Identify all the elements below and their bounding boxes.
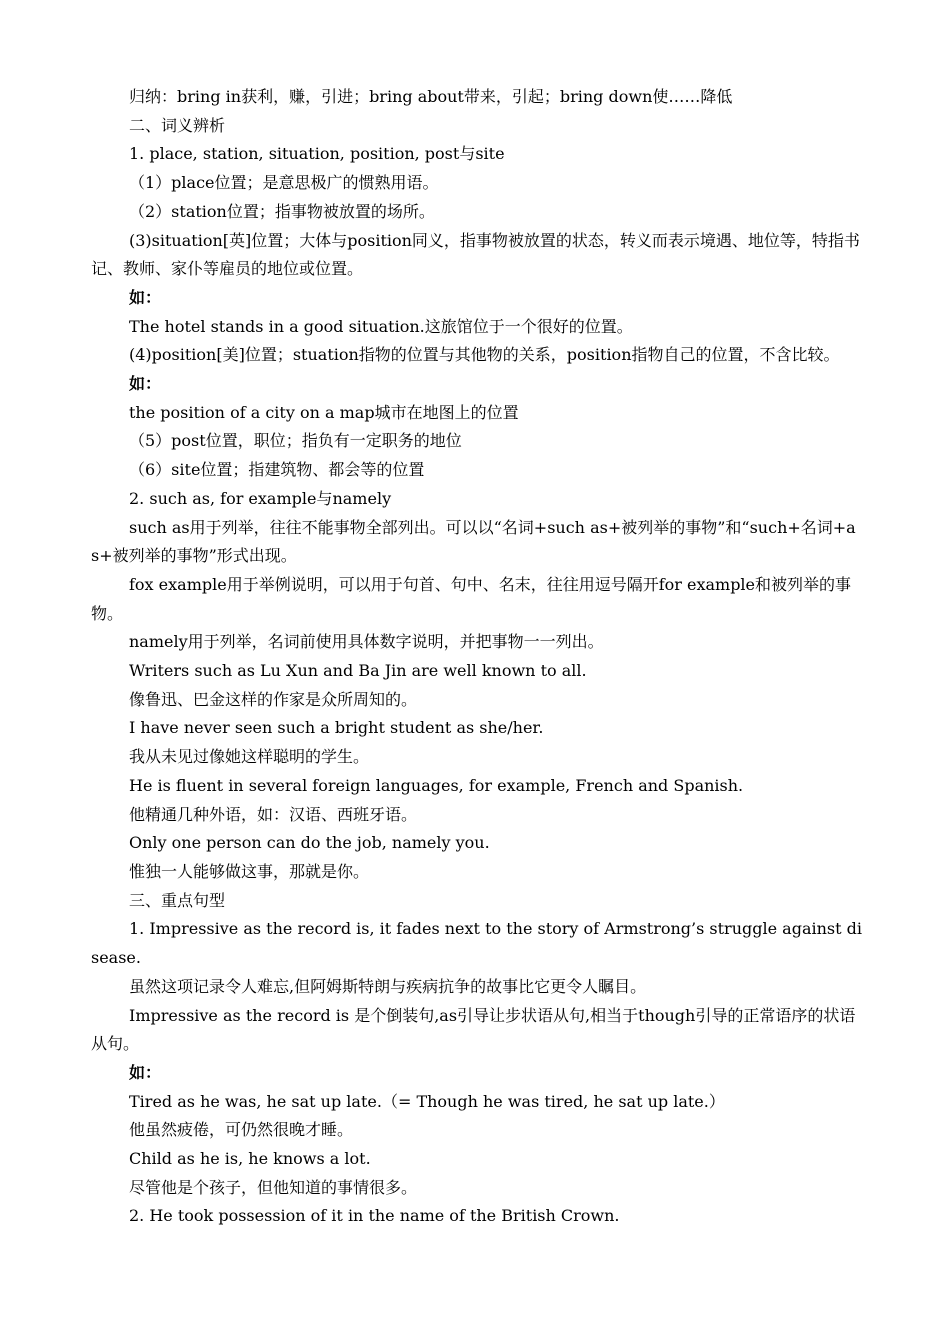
example-sentence-cn: 他虽然疲倦，可仍然很晚才睡。: [129, 1120, 354, 1140]
example-sentence-cn: 像鲁迅、巴金这样的作家是众所周知的。: [129, 689, 418, 709]
summary-paragraph: 归纳：bring in获利，赚，引进；bring about带来，引起；bring down使……降低: [129, 87, 733, 106]
explanation-for-example: fox example用于举例说明，可以用于句首、句中、名末，往往用逗号隔开for example和被列举的事物。: [91, 574, 852, 623]
definition-situation: (3)situation[英]位置；大体与position同义，指事物被放置的状态，转义而表示境遇、地位等，特指书记、教师、家仆等雇员的地位或位置。: [91, 230, 860, 279]
example-situation: The hotel stands in a good situation.这旅馆位于一个很好的位置。: [129, 316, 633, 336]
example-label: 如：: [129, 287, 162, 307]
document-page: [91, 83, 863, 1231]
example-sentence-cn: 我从未见过像她这样聪明的学生。: [129, 747, 370, 767]
example-sentence-cn: 尽管他是个孩子，但他知道的事情很多。: [129, 1177, 418, 1197]
example-sentence-cn: 惟独一人能够做这事，那就是你。: [129, 861, 370, 881]
key-sentence-1-translation: 虽然这项记录令人难忘,但阿姆斯特朗与疾病抗争的故事比它更令人瞩目。: [129, 976, 647, 996]
definition-station: （2）station位置；指事物被放置的场所。: [129, 201, 435, 221]
key-sentence-2: 2. He took possession of it in the name of the British Crown.: [129, 1206, 620, 1226]
definition-post: （5）post位置，职位；指负有一定职务的地位: [129, 431, 462, 451]
item-heading-place-station: 1. place, station, situation, position, post与site: [129, 144, 505, 164]
explanation-namely: namely用于列举，名词前使用具体数字说明，并把事物一一列出。: [129, 632, 604, 652]
key-sentence-1-note: Impressive as the record is 是个倒装句,as引导让步状语从句,相当于though引导的正常语序的状语从句。: [91, 1005, 856, 1054]
example-sentence-en: I have never seen such a bright student as she/her.: [129, 718, 544, 738]
example-sentence-cn: 他精通几种外语，如：汉语、西班牙语。: [129, 804, 418, 824]
example-sentence-en: Writers such as Lu Xun and Ba Jin are well known to all.: [129, 661, 587, 681]
example-label: 如：: [129, 374, 162, 394]
explanation-such-as: such as用于列举，往往不能事物全部列出。可以以“名词+such as+被列举的事物”和“such+名词+as+被列举的事物”形式出现。: [91, 517, 856, 566]
definition-position: (4)position[美]位置；stuation指物的位置与其他物的关系，position指物自己的位置，不含比较。: [129, 345, 840, 365]
example-sentence-en: Tired as he was, he sat up late.（= Though he was tired, he sat up late.）: [129, 1091, 725, 1111]
example-sentence-en: Child as he is, he knows a lot.: [129, 1149, 371, 1169]
example-sentence-en: Only one person can do the job, namely you.: [129, 833, 490, 853]
section-heading-word-meaning: 二、词义辨析: [129, 115, 226, 135]
definition-site: （6）site位置；指建筑物、都会等的位置: [129, 460, 425, 480]
section-heading-key-sentences: 三、重点句型: [129, 890, 226, 910]
item-heading-such-as: 2. such as, for example与namely: [129, 488, 392, 508]
example-sentence-en: He is fluent in several foreign languages, for example, French and Spanish.: [129, 775, 744, 795]
key-sentence-1: 1. Impressive as the record is, it fades next to the story of Armstrong’s struggle against disease.: [91, 919, 862, 968]
example-label: 如：: [129, 1062, 162, 1082]
example-position: the position of a city on a map城市在地图上的位置: [129, 402, 519, 422]
definition-place: （1）place位置；是意思极广的惯熟用语。: [129, 173, 439, 193]
